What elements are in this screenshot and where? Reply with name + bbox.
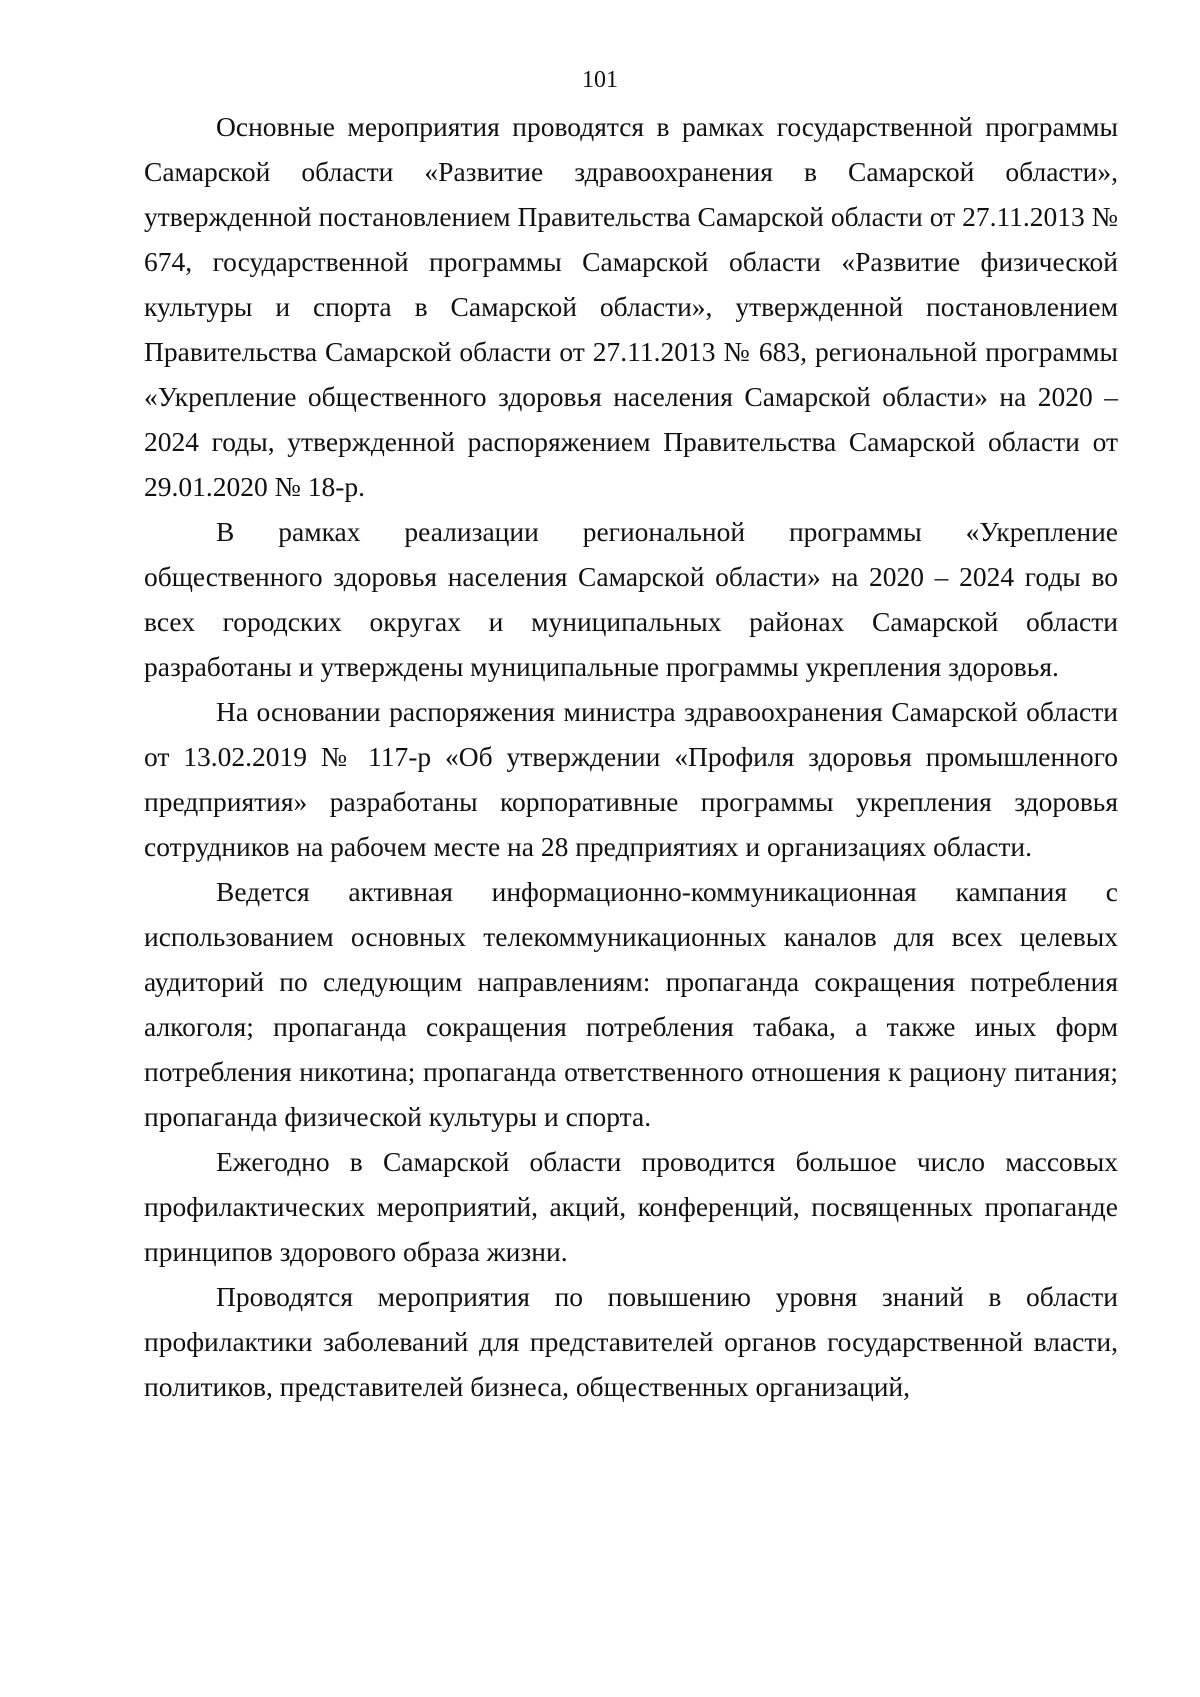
paragraph-programs: Основные мероприятия проводятся в рамках государственной программы Самарской области «Развитие здравоохранения в Самарской области», утвержденной постановлением Правительства Самарской области от 27.11.2013 № 674, государственной программы Самарской области «Развитие физической культуры и спорта в Самарской области», утвержденной постановлением Правительства Самарской области от 27.11.2013 № 683, региональной программы «Укрепление общественного здоровья населения Самарской области» на 2020 – 2024 годы, утвержденной распоряжением Правительства Самарской области от 29.01.2020 № 18-р. bbox=[144, 111, 1118, 502]
paragraph-corporate-programs: На основании распоряжения министра здравоохранения Самарской области от 13.02.2019 № 117-р «Об утверждении «Профиля здоровья промышленного предприятия» разработаны корпоративные программы укрепления здоровья сотрудников на рабочем месте на 28 предприятиях и организациях области. bbox=[144, 696, 1118, 862]
document-body bbox=[144, 104, 1118, 1409]
paragraph-mass-events: Ежегодно в Самарской области проводится большое число массовых профилактических мероприятий, акций, конференций, посвященных пропаганде принципов здорового образа жизни. bbox=[144, 1146, 1118, 1267]
paragraph-knowledge-events: Проводятся мероприятия по повышению уровня знаний в области профилактики заболеваний для представителей органов государственной власти, политиков, представителей бизнеса, общественных организаций, bbox=[144, 1281, 1118, 1402]
paragraph-information-campaign: Ведется активная информационно-коммуникационная кампания с использованием основных телекоммуникационных каналов для всех целевых аудиторий по следующим направлениям: пропаганда сокращения потребления алкоголя; пропаганда сокращения потребления табака, а также иных форм потребления никотина; пропаганда ответственного отношения к рациону питания; пропаганда физической культуры и спорта. bbox=[144, 876, 1118, 1132]
page-number: 101 bbox=[582, 67, 618, 93]
paragraph-municipal-programs: В рамках реализации региональной программы «Укрепление общественного здоровья населения Самарской области» на 2020 – 2024 годы во всех городских округах и муниципальных районах Самарской области разработаны и утверждены муниципальные программы укрепления здоровья. bbox=[144, 516, 1118, 682]
